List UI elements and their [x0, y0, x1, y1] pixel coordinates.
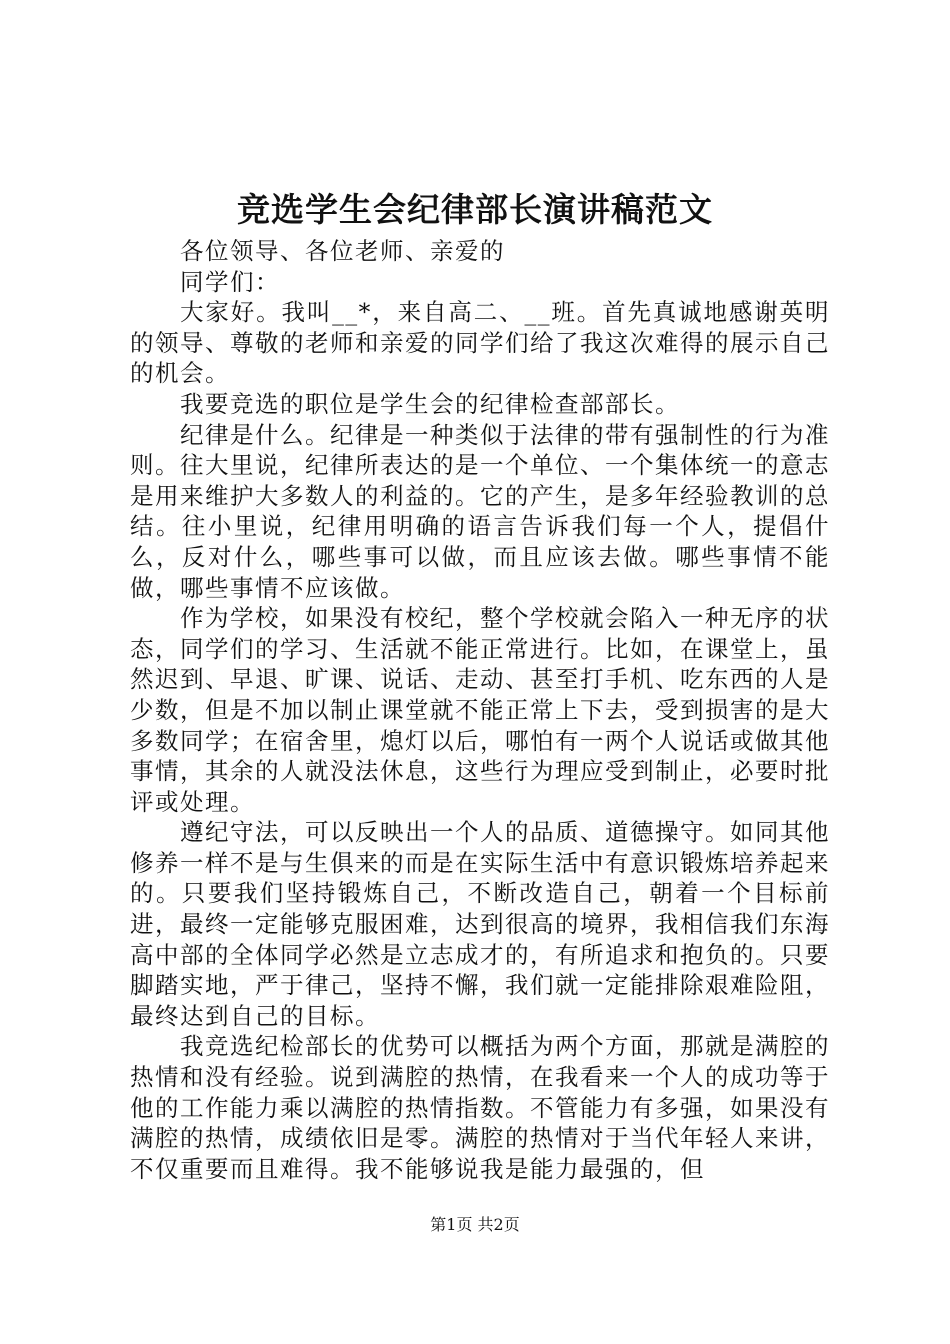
- page-number-footer: 第1页 共2页: [430, 1215, 520, 1234]
- paragraph-self-discipline: 遵纪守法，可以反映出一个人的品质、道德操守。如同其他修养一样不是与生俱来的而是在实际生活中有意识锻炼培养起来的。只要我们坚持锻炼自己，不断改造自己，朝着一个目标前进，最终一定能够克服困难，达到很高的境界，我相信我们东海高中部的全体同学必然是立志成才的，有所追求和抱负的。只要脚踏实地，严于律己，坚持不懈，我们就一定能排除艰难险阻，最终达到自己的目标。: [130, 818, 830, 1030]
- paragraph-discipline-definition: 纪律是什么。纪律是一种类似于法律的带有强制性的行为准则。往大里说，纪律所表达的是一个单位、一个集体统一的意志是用来维护大多数人的利益的。它的产生，是多年经验教训的总结。往小里说，纪律用明确的语言告诉我们每一个人，提倡什么，反对什么，哪些事可以做，而且应该去做。哪些事情不能做，哪些事情不应该做。: [130, 420, 830, 602]
- salutation-line-2: 同学们：: [180, 267, 280, 296]
- document-title: 竞选学生会纪律部长演讲稿范文: [237, 190, 713, 229]
- document-body: [130, 236, 830, 1184]
- paragraph-school-order: 作为学校，如果没有校纪，整个学校就会陷入一种无序的状态，同学们的学习、生活就不能正常进行。比如，在课堂上，虽然迟到、早退、旷课、说话、走动、甚至打手机、吃东西的人是少数，但是不加以制止课堂就不能正常上下去，受到损害的是大多数同学；在宿舍里，熄灯以后，哪怕有一两个人说话或做其他事情，其余的人就没法休息，这些行为理应受到制止，必要时批评或处理。: [130, 604, 830, 816]
- paragraph-greeting: 大家好。我叫__*，来自高二、__班。首先真诚地感谢英明的领导、尊敬的老师和亲爱的同学们给了我这次难得的展示自己的机会。: [130, 298, 830, 388]
- salutation-line-1: 各位领导、各位老师、亲爱的: [180, 237, 505, 265]
- paragraph-position: 我要竞选的职位是学生会的纪律检查部部长。: [180, 389, 680, 418]
- paragraph-advantages: 我竞选纪检部长的优势可以概括为两个方面，那就是满腔的热情和没有经验。说到满腔的热情，在我看来一个人的成功等于他的工作能力乘以满腔的热情指数。不管能力有多强，如果没有满腔的热情，成绩依旧是零。满腔的热情对于当代年轻人来讲，不仅重要而且难得。我不能够说我是能力最强的，但: [130, 1032, 830, 1183]
